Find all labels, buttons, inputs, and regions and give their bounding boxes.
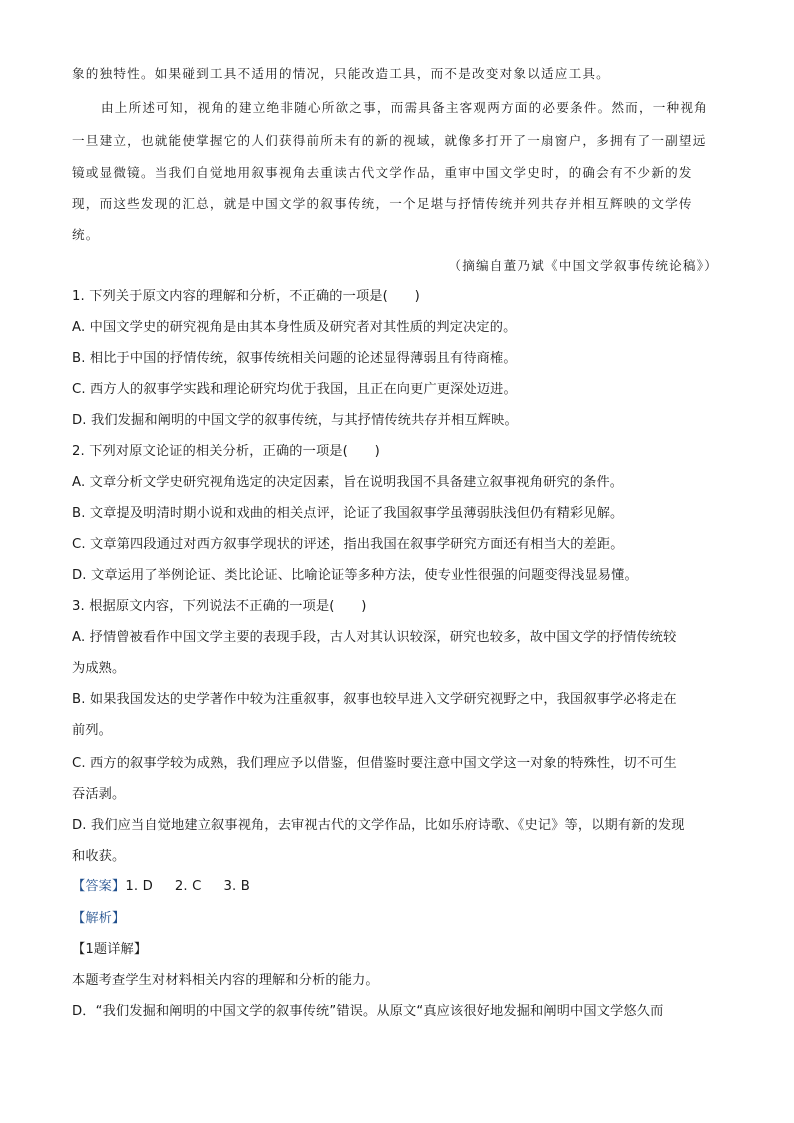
question-2-option-c: C. 文章第四段通过对西方叙事学现状的评述，指出我国在叙事学研究方面还有相当大的差距。 xyxy=(72,537,624,552)
question-1-stem: 1. 下列关于原文内容的理解和分析，不正确的一项是( ) xyxy=(72,289,420,304)
question-3-option-a: A. 抒情曾被看作中国文学主要的表现手段，古人对其认识较深，研究也较多，故中国文学的抒情传统较 xyxy=(72,630,677,645)
passage-line: 镜或显微镜。当我们自觉地用叙事视角去重读古代文学作品，重审中国文学史时，的确会有不少新的发 xyxy=(72,165,693,180)
question-1-option-d: D. 我们发掘和阐明的中国文学的叙事传统，与其抒情传统共存并相互辉映。 xyxy=(72,413,518,428)
question-3-option-d-cont: 和收获。 xyxy=(72,849,126,864)
question-3-option-b-cont: 前列。 xyxy=(72,723,113,738)
passage-line: 一旦建立，也就能使掌握它的人们获得前所未有的新的视域，就像多打开了一扇窗户，多拥有了一副望远 xyxy=(72,133,707,148)
question-3-option-a-cont: 为成熟。 xyxy=(72,661,126,676)
question-3-option-c-cont: 吞活剥。 xyxy=(72,787,126,802)
question-1-option-a: A. 中国文学史的研究视角是由其本身性质及研究者对其性质的判定决定的。 xyxy=(72,320,517,335)
question-2-option-b: B. 文章提及明清时期小说和戏曲的相关点评，论证了我国叙事学虽薄弱肤浅但仍有精彩见解。 xyxy=(72,506,624,521)
question-3-option-c: C. 西方的叙事学较为成熟，我们理应予以借鉴，但借鉴时要注意中国文学这一对象的特殊性，切不可生 xyxy=(72,756,677,771)
passage-line: 现，而这些发现的汇总，就是中国文学的叙事传统，一个足堪与抒情传统并列共存并相互辉映的文学传 xyxy=(72,196,693,211)
question-3-option-d: D. 我们应当自觉地建立叙事视角，去审视古代的文学作品，比如乐府诗歌、《史记》等，以期有新的发现 xyxy=(72,818,685,833)
passage-line: 统。 xyxy=(72,227,100,242)
question-2-option-a: A. 文章分析文学史研究视角选定的决定因素，旨在说明我国不具备建立叙事视角研究的条件。 xyxy=(72,475,624,490)
passage-paragraph-start: 由上所述可知，视角的建立绝非随心所欲之事，而需具备主客观两方面的必要条件。然而，一种视角 xyxy=(101,100,708,115)
question-2-option-d: D. 文章运用了举例论证、类比论证、比喻论证等多种方法，使专业性很强的问题变得浅显易懂。 xyxy=(72,568,638,583)
answer-2: 2. C xyxy=(174,879,202,894)
analysis-label: 【解析】 xyxy=(72,911,126,926)
answer-3: 3. B xyxy=(223,879,250,894)
question-1-option-c: C. 西方人的叙事学实践和理论研究均优于我国，且正在向更广更深处迈进。 xyxy=(72,382,517,397)
passage-source: （摘编自董乃斌《中国文学叙事传统论稿》） xyxy=(448,258,718,273)
question-2-stem: 2. 下列对原文论证的相关分析，正确的一项是( ) xyxy=(72,444,380,459)
analysis-text: 本题考查学生对材料相关内容的理解和分析的能力。 xyxy=(72,973,379,988)
passage-line: 象的独特性。如果碰到工具不适用的情况，只能改造工具，而不是改变对象以适应工具。 xyxy=(72,66,610,81)
answer-line xyxy=(72,877,722,897)
question-1-option-b: B. 相比于中国的抒情传统，叙事传统相关问题的论述显得薄弱且有待商榷。 xyxy=(72,351,517,366)
question-3-option-b: B. 如果我国发达的史学著作中较为注重叙事，叙事也较早进入文学研究视野之中，我国叙事学必将走在 xyxy=(72,692,677,707)
question-3-stem: 3. 根据原文内容，下列说法不正确的一项是( ) xyxy=(72,599,367,614)
analysis-text: D．“我们发掘和阐明的中国文学的叙事传统”错误。从原文“真应该很好地发掘和阐明中国文学悠久而 xyxy=(72,1004,664,1019)
answer-label: 【答案】 xyxy=(72,879,126,894)
detail-label: 【1题详解】 xyxy=(72,942,148,957)
answer-1: 1. D xyxy=(125,879,153,894)
